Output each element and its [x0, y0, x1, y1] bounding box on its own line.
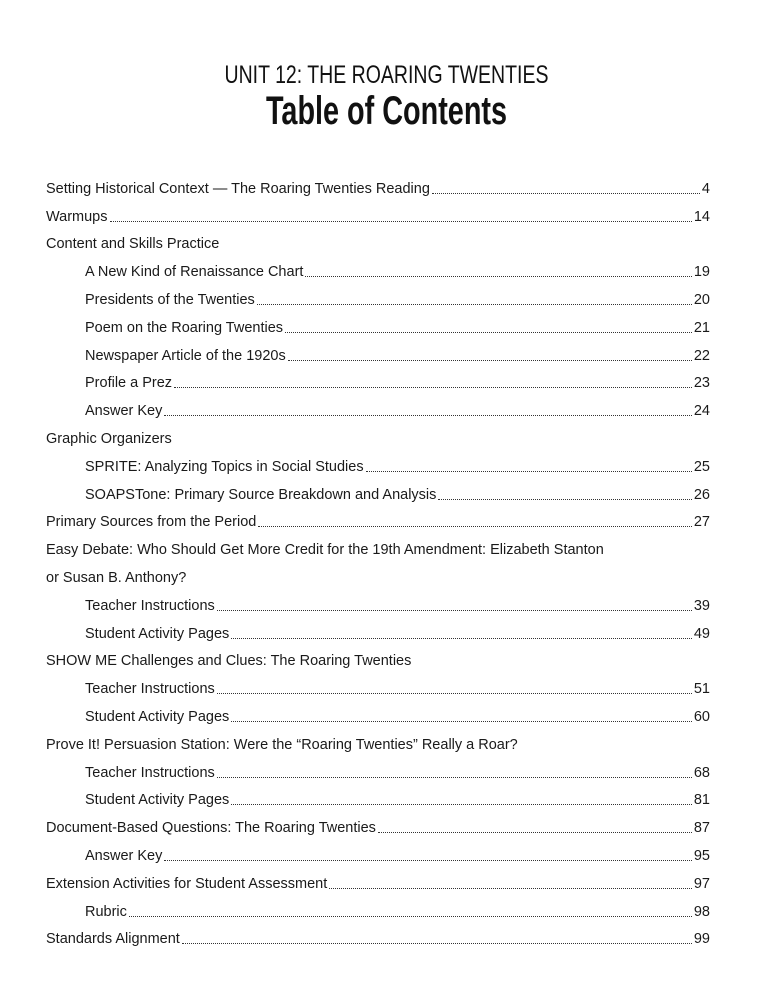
dot-leader — [305, 275, 691, 277]
dot-leader — [432, 192, 700, 194]
toc-entry-label: Primary Sources from the Period — [46, 514, 257, 531]
toc-entry-label: Rubric — [85, 903, 127, 920]
toc-entry — [46, 675, 710, 703]
toc-entry — [46, 175, 710, 203]
toc-page-number: 97 — [693, 875, 710, 892]
toc-page-number: 26 — [693, 486, 710, 503]
toc-page-number: 39 — [693, 597, 710, 614]
toc-section-heading — [46, 564, 710, 592]
toc-entry — [46, 453, 710, 481]
toc-entry-label: Extension Activities for Student Assessment — [46, 875, 328, 892]
dot-leader — [217, 776, 692, 778]
toc-entry-label: Answer Key — [85, 848, 163, 865]
toc-section-heading — [46, 731, 710, 759]
toc-page-number: 24 — [693, 403, 710, 420]
dot-leader — [164, 414, 691, 416]
toc-page-number: 49 — [693, 625, 710, 642]
toc-entry — [46, 203, 710, 231]
toc-page-number: 98 — [693, 903, 710, 920]
toc-entry-label: Setting Historical Context — The Roaring Twenties Reading — [46, 180, 430, 197]
toc-entry-label: SHOW ME Challenges and Clues: The Roaring Twenties — [46, 653, 412, 670]
toc-entry-label: Graphic Organizers — [46, 431, 172, 448]
toc-page-number: 4 — [701, 180, 710, 197]
toc-entry-label: Answer Key — [85, 403, 163, 420]
dot-leader — [366, 470, 692, 472]
toc-entry — [46, 759, 710, 787]
toc-entry-label: Profile a Prez — [85, 375, 173, 392]
toc-entry-label: Poem on the Roaring Twenties — [85, 319, 284, 336]
page-title: Table of Contents — [265, 89, 508, 133]
toc-entry — [46, 814, 710, 842]
dot-leader — [258, 525, 692, 527]
dot-leader — [231, 637, 692, 639]
toc-entry-label: Presidents of the Twenties — [85, 292, 255, 309]
toc-entry-label: Student Activity Pages — [85, 709, 230, 726]
toc-section-heading — [46, 231, 710, 259]
toc-entry — [46, 620, 710, 648]
toc-page-number: 21 — [693, 319, 710, 336]
dot-leader — [217, 609, 692, 611]
dot-leader — [174, 386, 692, 388]
toc-page-number: 99 — [693, 931, 710, 948]
toc-entry-label: Newspaper Article of the 1920s — [85, 347, 286, 364]
dot-leader — [288, 359, 692, 361]
toc-entry — [46, 703, 710, 731]
toc-entry — [46, 926, 710, 954]
toc-page-number: 23 — [693, 375, 710, 392]
toc-section-heading — [46, 648, 710, 676]
toc-page-number: 81 — [693, 792, 710, 809]
unit-title: UNIT 12: THE ROARING TWENTIES — [224, 61, 549, 89]
toc-entry-label: SPRITE: Analyzing Topics in Social Studies — [85, 458, 364, 475]
toc-entry — [46, 370, 710, 398]
toc-entry — [46, 787, 710, 815]
toc-entry — [46, 314, 710, 342]
toc-entry-label: Teacher Instructions — [85, 681, 215, 698]
toc-page-number: 95 — [693, 848, 710, 865]
toc-page-number: 22 — [693, 347, 710, 364]
toc-entry — [46, 592, 710, 620]
toc-entry-label: Standards Alignment — [46, 931, 180, 948]
toc-entry-label: A New Kind of Renaissance Chart — [85, 264, 304, 281]
toc-entry-label: Easy Debate: Who Should Get More Credit for the 19th Amendment: Elizabeth Stanton — [46, 542, 604, 559]
toc-entry-label: Teacher Instructions — [85, 764, 215, 781]
dot-leader — [164, 859, 691, 861]
toc-page-number: 60 — [693, 709, 710, 726]
toc-page-number: 87 — [693, 820, 710, 837]
toc-page-number: 20 — [693, 292, 710, 309]
dot-leader — [129, 915, 692, 917]
toc-entry-label: or Susan B. Anthony? — [46, 570, 187, 587]
dot-leader — [378, 831, 692, 833]
dot-leader — [285, 331, 692, 333]
dot-leader — [231, 720, 692, 722]
toc-entry — [46, 481, 710, 509]
toc-entry — [46, 898, 710, 926]
toc-entry — [46, 870, 710, 898]
toc-section-heading — [46, 536, 710, 564]
dot-leader — [110, 220, 692, 222]
page-header — [0, 60, 773, 132]
dot-leader — [438, 498, 691, 500]
toc-entry-label: Teacher Instructions — [85, 597, 215, 614]
toc-entry — [46, 342, 710, 370]
toc-entry-label: Student Activity Pages — [85, 625, 230, 642]
toc-entry-label: Document-Based Questions: The Roaring Twenties — [46, 820, 376, 837]
toc-entry — [46, 397, 710, 425]
dot-leader — [257, 303, 692, 305]
toc-page-number: 25 — [693, 458, 710, 475]
toc-entry-label: Warmups — [46, 208, 108, 225]
toc-entry — [46, 286, 710, 314]
toc-entry-label: Student Activity Pages — [85, 792, 230, 809]
toc-entry-label: SOAPSTone: Primary Source Breakdown and Analysis — [85, 486, 437, 503]
toc-entry-label: Prove It! Persuasion Station: Were the “Roaring Twenties” Really a Roar? — [46, 736, 518, 753]
table-of-contents — [46, 175, 710, 953]
dot-leader — [231, 803, 692, 805]
dot-leader — [217, 692, 692, 694]
toc-page-number: 27 — [693, 514, 710, 531]
toc-page-number: 14 — [693, 208, 710, 225]
toc-page-number: 51 — [693, 681, 710, 698]
toc-section-heading — [46, 425, 710, 453]
toc-entry — [46, 842, 710, 870]
toc-entry-label: Content and Skills Practice — [46, 236, 220, 253]
toc-entry — [46, 258, 710, 286]
toc-page-number: 68 — [693, 764, 710, 781]
dot-leader — [182, 942, 692, 944]
dot-leader — [329, 887, 692, 889]
toc-entry — [46, 509, 710, 537]
toc-page-number: 19 — [693, 264, 710, 281]
